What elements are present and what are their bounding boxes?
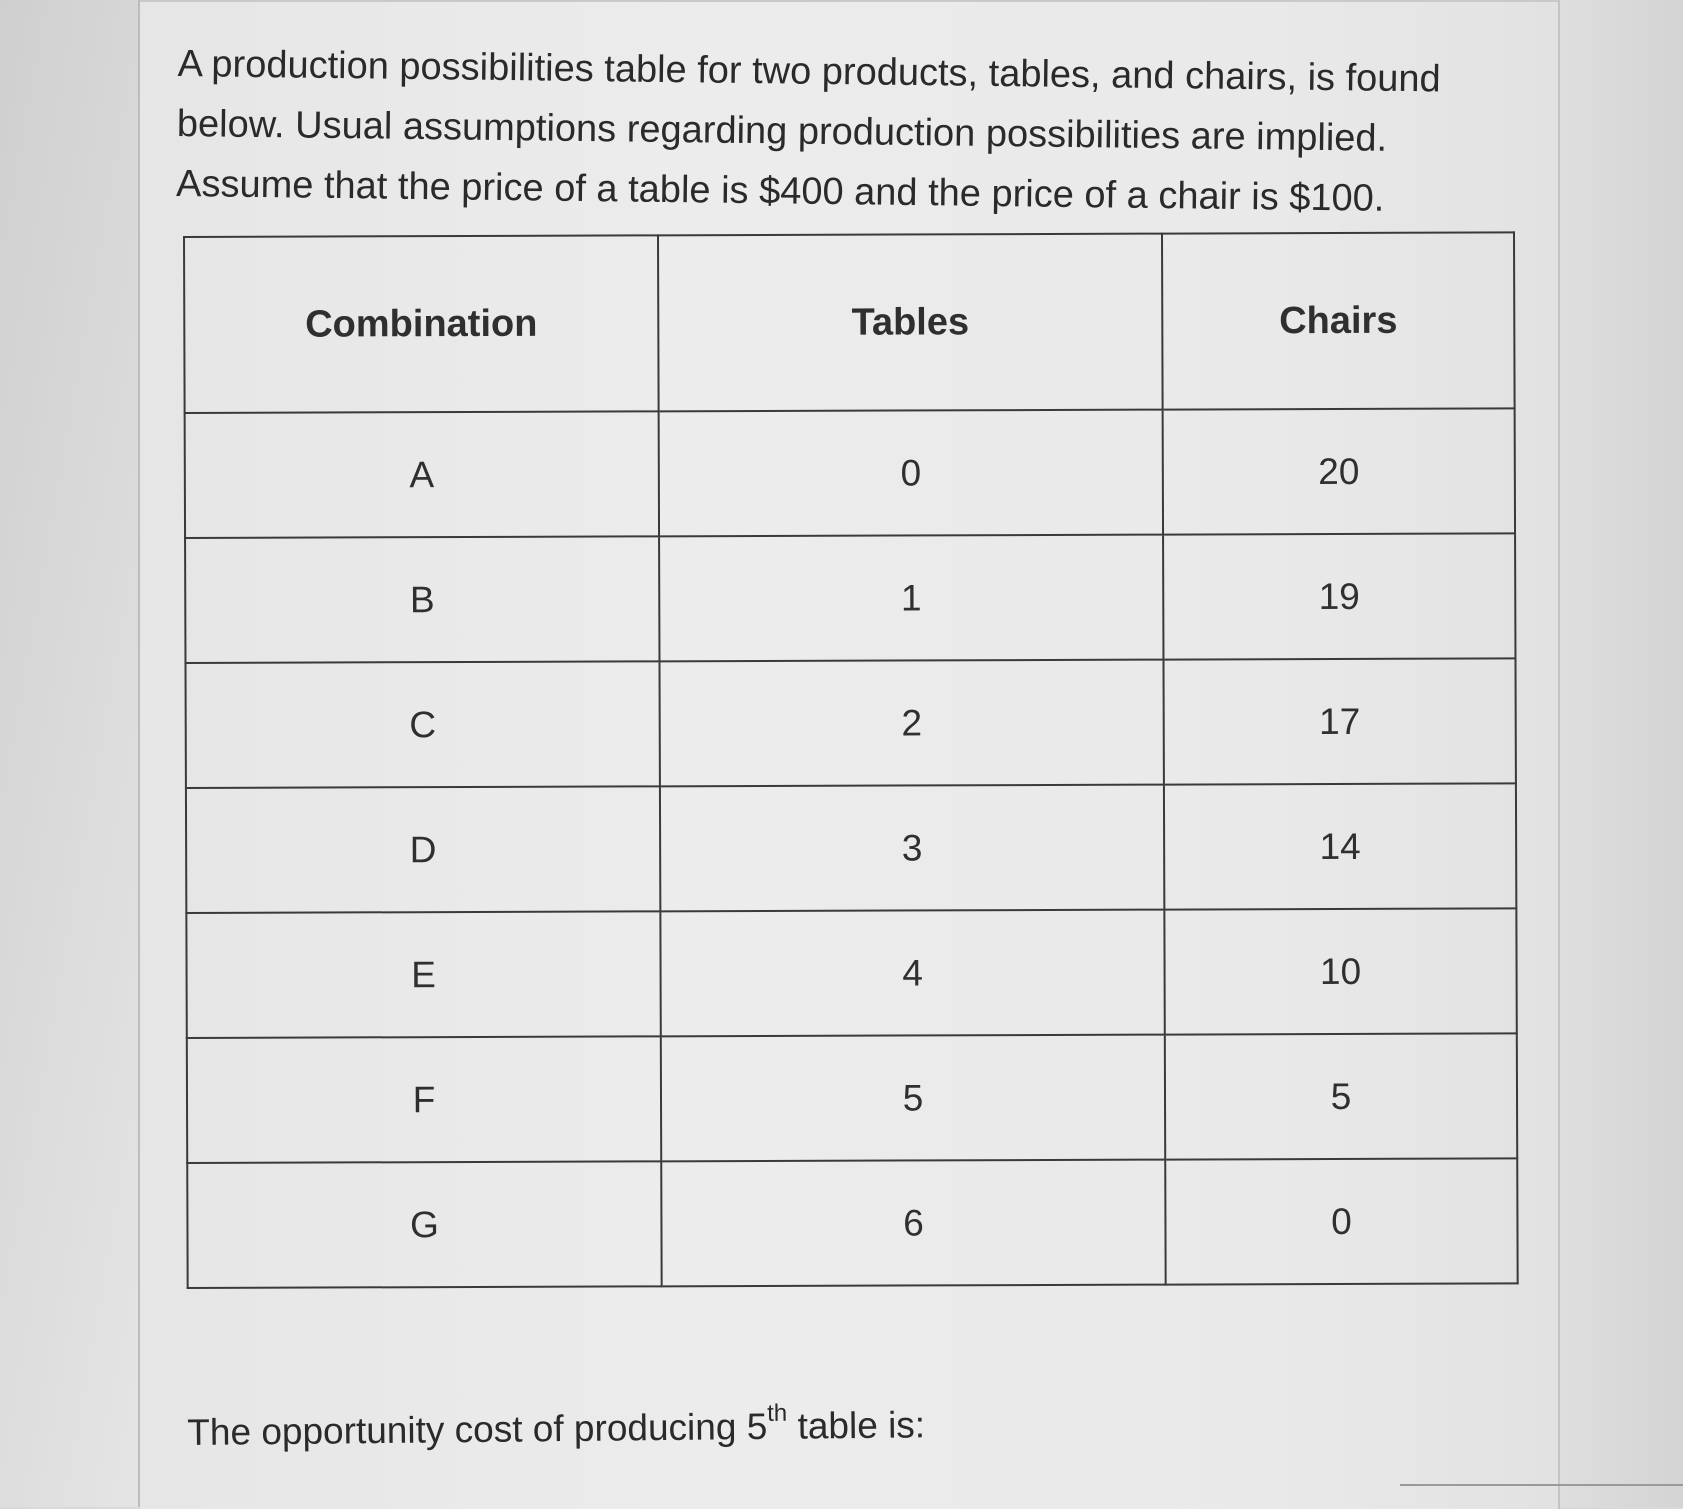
- table-row: [187, 1158, 1517, 1288]
- tables-cell: 6: [661, 1160, 1165, 1287]
- tables-cell: 3: [660, 785, 1164, 912]
- combination-cell: C: [185, 661, 659, 788]
- question-prompt: [187, 1398, 925, 1454]
- header-tables: Tables: [658, 234, 1163, 412]
- bottom-divider: [1400, 1484, 1683, 1486]
- chairs-cell: 17: [1163, 658, 1515, 784]
- table-row: [187, 1033, 1517, 1163]
- table-row: [185, 658, 1515, 788]
- chairs-cell: 14: [1164, 783, 1516, 909]
- tables-cell: 4: [660, 910, 1164, 1037]
- combination-cell: G: [187, 1161, 661, 1288]
- combination-cell: E: [186, 911, 660, 1038]
- question-text-start: The opportunity cost of producing 5: [187, 1405, 768, 1453]
- table-row: [185, 533, 1515, 663]
- right-side-panel: [1560, 0, 1683, 1507]
- table-row: [186, 908, 1516, 1038]
- chairs-cell: 20: [1163, 408, 1515, 534]
- combination-cell: D: [186, 786, 660, 913]
- tables-cell: 0: [659, 410, 1163, 537]
- question-text-end: table is:: [787, 1404, 926, 1447]
- chairs-cell: 19: [1163, 533, 1515, 659]
- combination-cell: F: [187, 1036, 661, 1163]
- ordinal-superscript: th: [766, 1399, 788, 1427]
- tables-cell: 5: [661, 1035, 1165, 1162]
- tables-cell: 2: [659, 660, 1163, 787]
- chairs-cell: 0: [1165, 1158, 1517, 1284]
- header-chairs: Chairs: [1162, 232, 1515, 409]
- tables-cell: 1: [659, 535, 1163, 662]
- intro-paragraph: A production possibilities table for two products, tables, and chairs, is found below. Usual assumptions regarding production possibilities are implied. Assume that the price of a table is $400 and the price of a chair is $100.: [175, 42, 1441, 220]
- table-row: [186, 783, 1516, 913]
- table-row: [185, 408, 1515, 538]
- header-combination: Combination: [184, 235, 659, 413]
- table-header-row: [184, 232, 1515, 413]
- chairs-cell: 5: [1165, 1033, 1517, 1159]
- combination-cell: B: [185, 536, 659, 663]
- combination-cell: A: [185, 411, 659, 538]
- chairs-cell: 10: [1164, 908, 1516, 1034]
- production-possibilities-table: [183, 231, 1519, 1289]
